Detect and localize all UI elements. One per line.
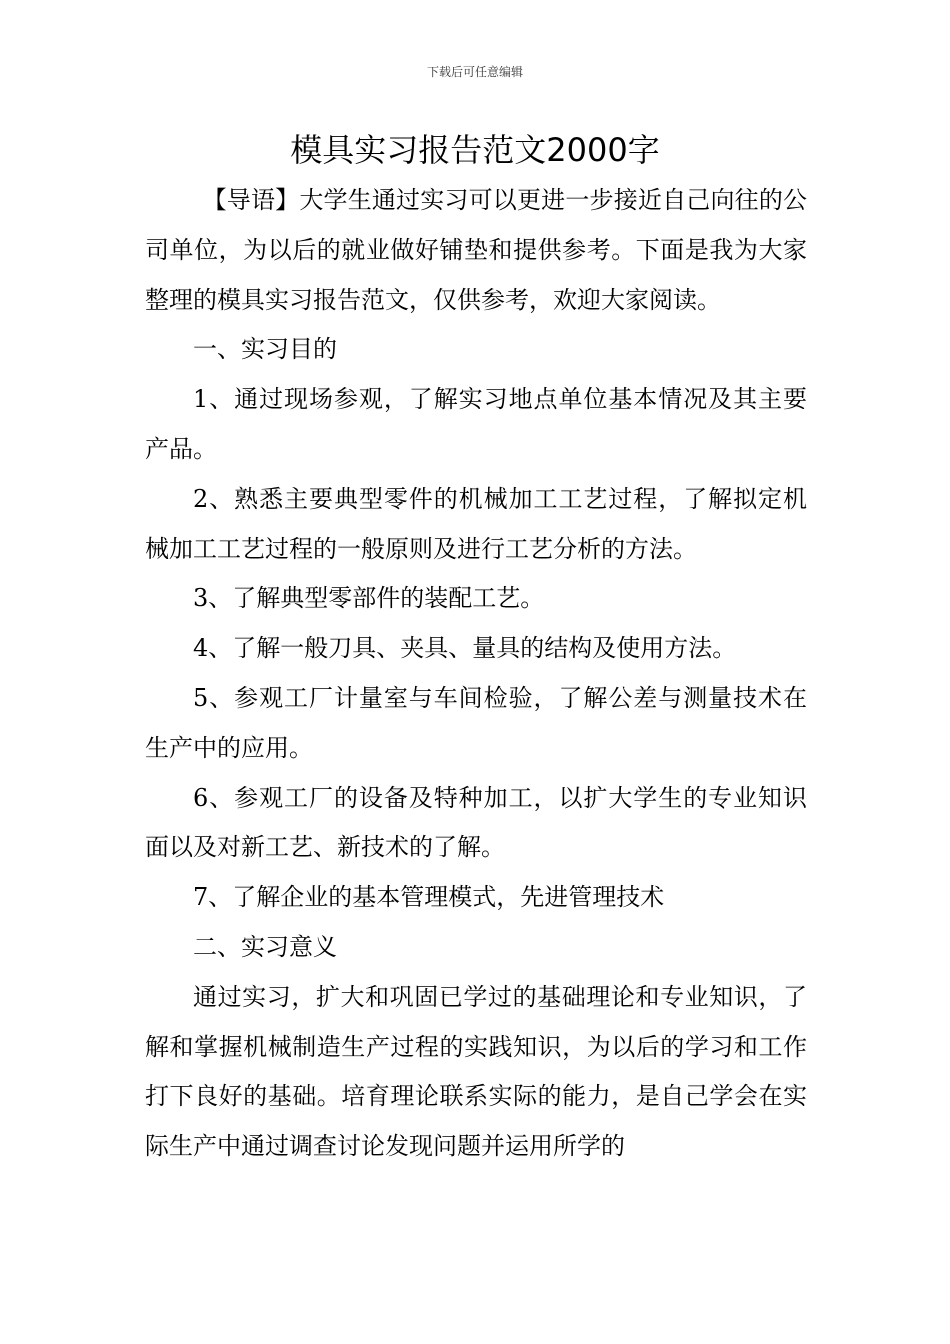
section-heading-purpose: 一、实习目的: [193, 335, 337, 364]
purpose-item-1: 1、通过现场参观，了解实习地点单位基本情况及其主要产品。: [145, 385, 807, 463]
significance-paragraph: 通过实习，扩大和巩固已学过的基础理论和专业知识，了解和掌握机械制造生产过程的实践知识，为以后的学习和工作打下良好的基础。培育理论联系实际的能力，是自己学会在实际生产中通过调查讨论发现问题并运用所学的: [145, 982, 807, 1161]
intro-paragraph: 【导语】大学生通过实习可以更进一步接近自己向往的公司单位，为以后的就业做好铺垫和提供参考。下面是我为大家整理的模具实习报告范文，仅供参考，欢迎大家阅读。: [145, 186, 807, 314]
document-title: 模具实习报告范文2000字: [290, 131, 660, 169]
purpose-item-7: 7、了解企业的基本管理模式，先进管理技术: [193, 883, 665, 912]
purpose-item-6: 6、参观工厂的设备及特种加工，以扩大学生的专业知识面以及对新工艺、新技术的了解。: [145, 783, 807, 862]
section-heading-significance: 二、实习意义: [193, 932, 337, 961]
purpose-item-2: 2、熟悉主要典型零件的机械加工工艺过程，了解拟定机械加工工艺过程的一般原则及进行工艺分析的方法。: [145, 484, 807, 563]
purpose-item-4: 4、了解一般刀具、夹具、量具的结构及使用方法。: [193, 634, 737, 663]
purpose-item-3: 3、了解典型零部件的装配工艺。: [193, 584, 545, 613]
document-body: [145, 176, 807, 1172]
purpose-item-5: 5、参观工厂计量室与车间检验，了解公差与测量技术在生产中的应用。: [145, 683, 807, 762]
header-note: 下载后可任意编辑: [426, 65, 523, 79]
